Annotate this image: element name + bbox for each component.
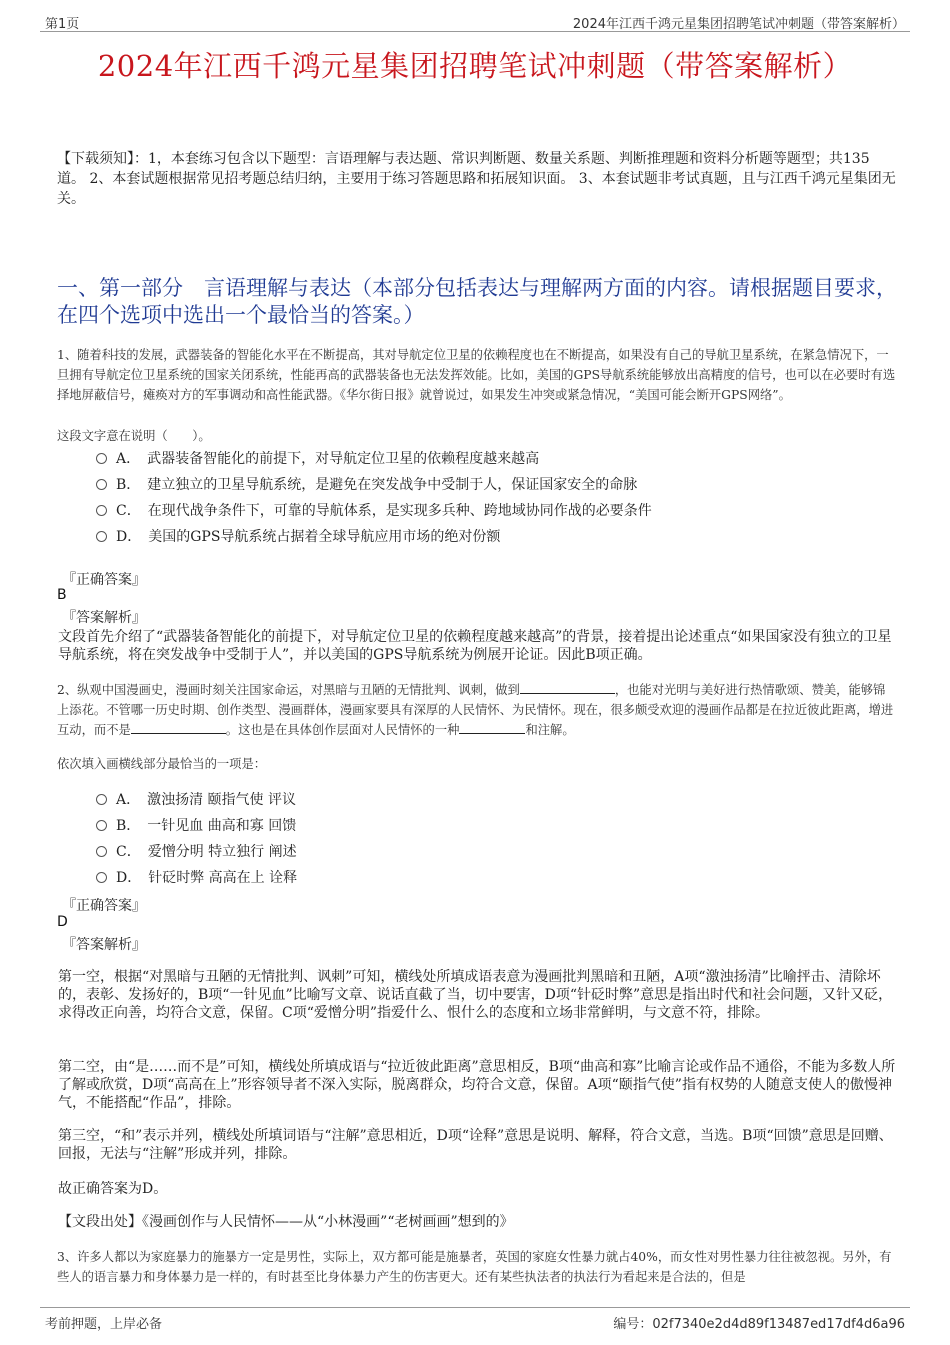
q1-option-b[interactable]: B． 建立独立的卫星导航系统，是避免在突发战争中受制于人，保证国家安全的命脉	[96, 475, 637, 495]
question-1-stem: 1、随着科技的发展，武器装备的智能化水平在不断提高，其对导航定位卫星的依赖程度也在不断提高，如果没有自己的导航卫星系统，在紧急情况下，一旦拥有导航定位卫星系统的国家关闭系统，性能再高的武器装备也无法发挥效能。比如，美国的GPS导航系统能够放出高精度的信号，也可以在必要时有选择地屏蔽信号，瘫痪对方的军事调动和高性能武器。《华尔街日报》就曾说过，如果发生冲突或紧急情况，“美国可能会断开GPS网络”。	[57, 348, 896, 402]
fill-blank-2[interactable]	[131, 720, 226, 734]
footer-code: 编号：02f7340e2d4d89f13487ed17df4d6a96	[613, 1317, 905, 1332]
q1-answer-label: 『正确答案』	[62, 572, 146, 588]
question-3-stem: 3、许多人都以为家庭暴力的施暴方一定是男性，实际上，双方都可能是施暴者，英国的家庭女性暴力就占40%，而女性对男性暴力往往被忽视。另外，有些人的语言暴力和身体暴力是一样的，有时甚至比身体暴力产生的伤害更大。还有某些执法者的执法行为看起来是合法的，但是	[57, 1250, 892, 1284]
page-title: 2024年江西千鸿元星集团招聘笔试冲刺题（带答案解析）	[97, 49, 853, 83]
radio-icon[interactable]	[96, 531, 107, 542]
question-2-ask: 依次填入画横线部分最恰当的一项是：	[57, 757, 267, 771]
radio-icon[interactable]	[96, 820, 107, 831]
page-number: 第1页	[45, 17, 80, 32]
q2-analysis-paragraph-1: 第一空，根据“对黑暗与丑陋的无情批判、讽刺”可知，横线处所填成语表意为漫画批判黑暗和丑陋，A项“激浊扬清”比喻抨击、清除坏的，表彰、发扬好的，B项“一针见血”比喻写文章、说话直截了当，切中要害，D项“针砭时弊”意思是指出时代和社会问题，又针又砭，求得改正向善，均符合文意，保留。C项“爱憎分明”指爱什么、恨什么的态度和立场非常鲜明，与文意不符，排除。	[58, 969, 893, 1021]
radio-icon[interactable]	[96, 872, 107, 883]
q2-option-c[interactable]: C． 爱憎分明 特立独行 阐述	[96, 842, 297, 862]
fill-blank-1[interactable]	[520, 680, 615, 694]
question-1-ask: 这段文字意在说明（ ）。	[57, 429, 211, 443]
section-heading: 一、第一部分 言语理解与表达（本部分包括表达与理解两方面的内容。请根据题目要求，在四个选项中选出一个最恰当的答案。）	[57, 276, 897, 327]
q1-answer: B	[57, 587, 67, 603]
header-divider	[40, 31, 910, 32]
radio-icon[interactable]	[96, 505, 107, 516]
q1-option-c[interactable]: C． 在现代战争条件下，可靠的导航体系，是实现多兵种、跨地域协同作战的必要条件	[96, 501, 652, 521]
footer-divider	[40, 1307, 910, 1308]
q2-option-b[interactable]: B． 一针见血 曲高和寡 回馈	[96, 816, 296, 836]
q2-analysis-label: 『答案解析』	[62, 937, 146, 953]
q2-conclusion: 故正确答案为D。	[58, 1181, 168, 1197]
q2-analysis-paragraph-3: 第三空，“和”表示并列，横线处所填词语与“注解”意思相近，D项“诠释”意思是说明、解释，符合文意，当选。B项“回馈”意思是回赠、回报，无法与“注解”形成并列，排除。	[58, 1128, 893, 1162]
radio-icon[interactable]	[96, 794, 107, 805]
q1-analysis-label: 『答案解析』	[62, 610, 146, 626]
q2-source: 【文段出处】《漫画创作与人民情怀——从“小林漫画”“老树画画”想到的》	[58, 1214, 514, 1230]
q2-answer: D	[57, 914, 68, 930]
download-notice: 【下载须知】：1，本套练习包含以下题型：言语理解与表达题、常识判断题、数量关系题、判断推理题和资料分析题等题型；共135道。 2、本套试题根据常见招考题总结归纳，主要用于练习答题思路和拓展知识面。 3、本套试题非考试真题，且与江西千鸿元星集团无关。	[57, 151, 896, 207]
radio-icon[interactable]	[96, 846, 107, 857]
q2-answer-label: 『正确答案』	[62, 898, 146, 914]
q1-analysis: 文段首先介绍了“武器装备智能化的前提下，对导航定位卫星的依赖程度越来越高”的背景，接着提出论述重点“如果国家没有独立的卫星导航系统，将在突发战争中受制于人”，并以美国的GPS导航系统为例展开论证。因此B项正确。	[58, 629, 892, 663]
fill-blank-3[interactable]	[459, 720, 525, 734]
radio-icon[interactable]	[96, 453, 107, 464]
question-2-stem: 2、纵观中国漫画史，漫画时刻关注国家命运，对黑暗与丑陋的无情批判、讽刺，做到 ，也能对光明与美好进行热情歌颂、赞美，能够锦上添花。不管哪一历史时期、创作类型、漫画群体，漫画家要具有深厚的人民情怀、为民情怀。现在，很多颇受欢迎的漫画作品都是在拉近彼此距离，增进互动，而不是 。这也是在具体创作层面对人民情怀的一种 和注解。	[57, 680, 897, 740]
q2-analysis-paragraph-2: 第二空，由“是……而不是”可知，横线处所填成语与“拉近彼此距离”意思相反，B项“曲高和寡”比喻言论或作品不通俗，不能为多数人所了解或欣赏，D项“高高在上”形容领导者不深入实际，脱离群众，均符合文意，保留。A项“颐指气使”指有权势的人随意支使人的傲慢神气，不能搭配“作品”，排除。	[58, 1059, 896, 1111]
footer-slogan: 考前押题，上岸必备	[45, 1317, 163, 1332]
q1-option-a[interactable]: A． 武器装备智能化的前提下，对导航定位卫星的依赖程度越来越高	[96, 449, 539, 469]
q2-option-a[interactable]: A． 激浊扬清 颐指气使 评议	[96, 790, 296, 810]
header-doc-title: 2024年江西千鸿元星集团招聘笔试冲刺题（带答案解析）	[572, 17, 905, 32]
q2-option-d[interactable]: D． 针砭时弊 高高在上 诠释	[96, 868, 297, 888]
q1-option-d[interactable]: D． 美国的GPS导航系统占据着全球导航应用市场的绝对份额	[96, 527, 500, 547]
radio-icon[interactable]	[96, 479, 107, 490]
